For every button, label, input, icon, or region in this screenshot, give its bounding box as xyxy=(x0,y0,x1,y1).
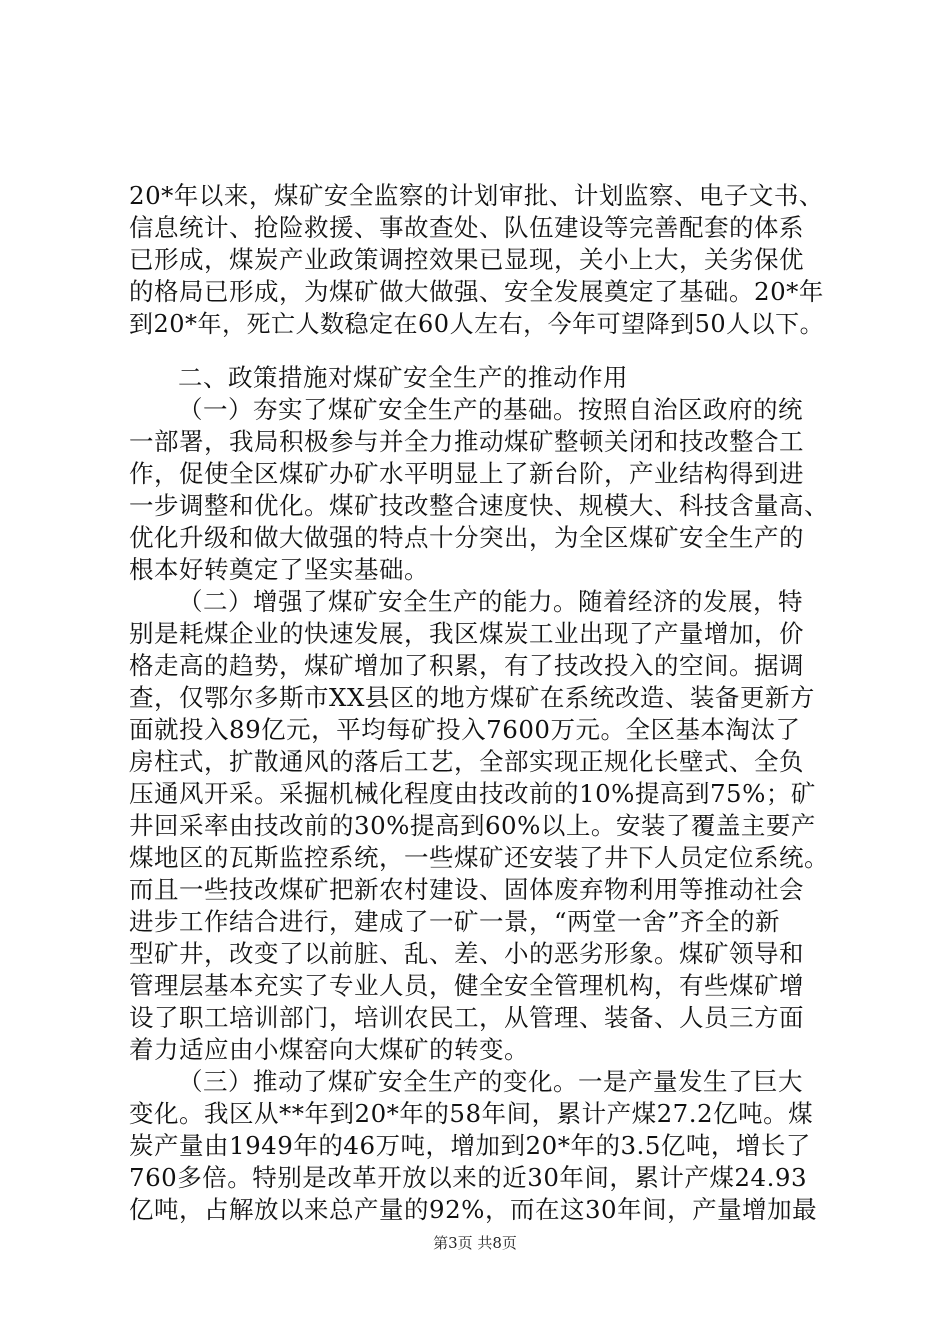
text-line: 一部署，我局积极参与并全力推动煤矿整顿关闭和技改整合工 xyxy=(129,427,804,456)
paragraph-first-line: （三）推动了煤矿安全生产的变化。一是产量发生了巨大 xyxy=(178,1067,803,1096)
text-line: 的格局已形成，为煤矿做大做强、安全发展奠定了基础。20*年 xyxy=(129,277,824,306)
text-line: 20*年以来，煤矿安全监察的计划审批、计划监察、电子文书、 xyxy=(129,181,824,210)
text-line: 压通风开采。采掘机械化程度由技改前的10%提高到75%；矿 xyxy=(129,779,816,808)
text-line: 型矿井，改变了以前脏、乱、差、小的恶劣形象。煤矿领导和 xyxy=(129,939,804,968)
text-line: 设了职工培训部门，培训农民工，从管理、装备、人员三方面 xyxy=(129,1003,804,1032)
text-line: 井回采率由技改前的30%提高到60%以上。安装了覆盖主要产 xyxy=(129,811,816,840)
text-line: 到20*年，死亡人数稳定在60人左右，今年可望降到50人以下。 xyxy=(129,310,825,338)
text-line: 查，仅鄂尔多斯市XX县区的地方煤矿在系统改造、装备更新方 xyxy=(129,683,815,712)
text-line: 一步调整和优化。煤矿技改整合速度快、规模大、科技含量高、 xyxy=(129,491,829,520)
section-heading: 二、政策措施对煤矿安全生产的推动作用 xyxy=(178,363,628,392)
text-line: 信息统计、抢险救援、事故查处、队伍建设等完善配套的体系 xyxy=(129,213,804,242)
text-line: 炭产量由1949年的46万吨，增加到20*年的3.5亿吨，增长了 xyxy=(129,1131,811,1160)
text-line: 面就投入89亿元，平均每矿投入7600万元。全区基本淘汰了 xyxy=(129,715,801,744)
text-line: 而且一些技改煤矿把新农村建设、固体废弃物利用等推动社会 xyxy=(129,875,804,904)
text-line: 房柱式，扩散通风的落后工艺，全部实现正规化长壁式、全负 xyxy=(129,747,804,776)
text-line: 着力适应由小煤窑向大煤矿的转变。 xyxy=(129,1035,529,1064)
text-line: 格走高的趋势，煤矿增加了积累，有了技改投入的空间。据调 xyxy=(129,651,804,680)
paragraph-first-line: （一）夯实了煤矿安全生产的基础。按照自治区政府的统 xyxy=(178,395,803,424)
text-line: 已形成，煤炭产业政策调控效果已显现，关小上大，关劣保优 xyxy=(129,245,804,274)
text-line: 进步工作结合进行，建成了一矿一景，“两堂一舍”齐全的新 xyxy=(129,907,781,936)
text-line: 变化。我区从**年到20*年的58年间，累计产煤27.2亿吨。煤 xyxy=(129,1099,814,1128)
text-line: 亿吨，占解放以来总产量的92%，而在这30年间，产量增加最 xyxy=(129,1195,818,1224)
page-number-footer: 第3页 共8页 xyxy=(433,1234,517,1252)
text-line: 优化升级和做大做强的特点十分突出，为全区煤矿安全生产的 xyxy=(129,523,804,552)
text-line: 煤地区的瓦斯监控系统，一些煤矿还安装了井下人员定位系统。 xyxy=(129,843,829,872)
text-line: 作，促使全区煤矿办矿水平明显上了新台阶，产业结构得到进 xyxy=(129,459,804,488)
text-line: 别是耗煤企业的快速发展，我区煤炭工业出现了产量增加，价 xyxy=(129,619,804,648)
text-line: 管理层基本充实了专业人员，健全安全管理机构，有些煤矿增 xyxy=(129,971,804,1000)
paragraph-first-line: （二）增强了煤矿安全生产的能力。随着经济的发展，特 xyxy=(178,587,803,616)
text-line: 760多倍。特别是改革开放以来的近30年间，累计产煤24.93 xyxy=(129,1163,808,1192)
text-line: 根本好转奠定了坚实基础。 xyxy=(129,555,429,584)
